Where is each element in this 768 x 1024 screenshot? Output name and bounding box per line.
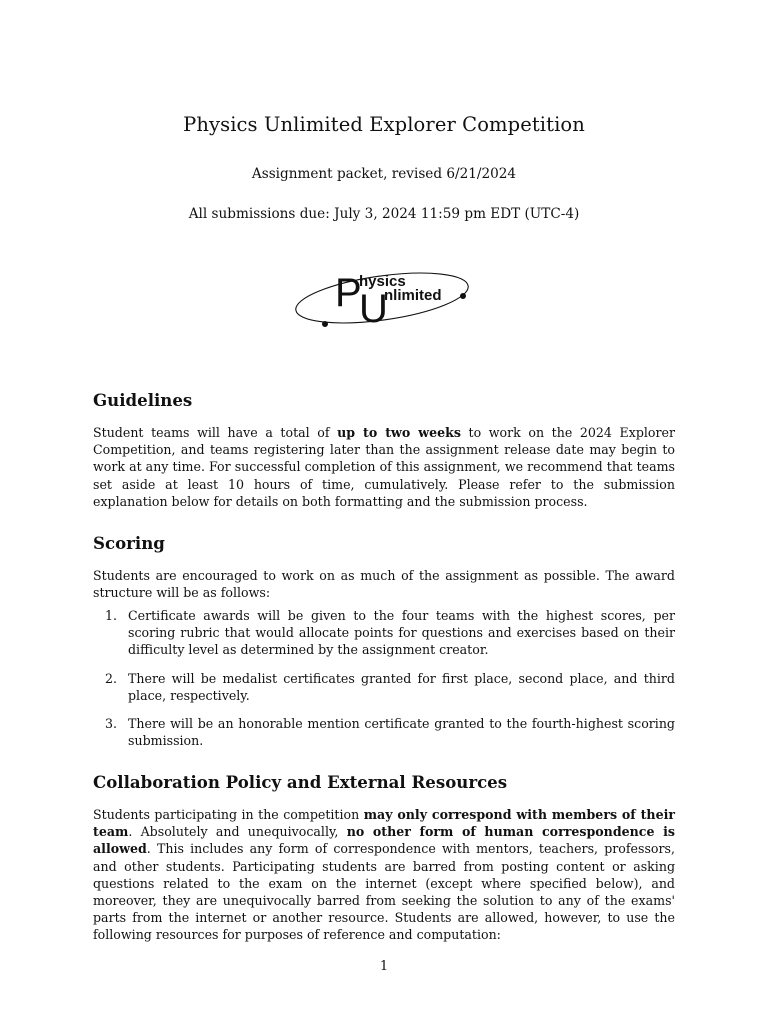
collab-text-1: Students participating in the competition	[93, 807, 364, 822]
logo-word-physics: hysics	[359, 273, 406, 290]
section-heading-scoring: Scoring	[93, 533, 165, 553]
list-item	[93, 670, 675, 704]
section-heading-collaboration: Collaboration Policy and External Resources	[93, 772, 508, 792]
scoring-intro: Students are encouraged to work on as much of the assignment as possible. The award structure will be as follows:	[93, 568, 675, 601]
page-number: 1	[379, 959, 389, 974]
physics-unlimited-logo	[292, 262, 477, 334]
list-item-number: 3.	[105, 716, 118, 732]
logo-letter-p: P	[335, 271, 362, 315]
document-title: Physics Unlimited Explorer Competition	[183, 113, 585, 136]
collab-text-3: . This includes any form of correspondence with mentors, teachers, professors, and other students. Participating students are barred from posting content or asking questions related to the exam on the internet (except where specified below), and moreover, they are unequivocally barred from seeking the solution to any of the exams' parts from the internet or another resource. Students are allowed, however, to use the following resources for purposes of reference and computation:	[93, 841, 675, 943]
logo-word-unlimited: nlimited	[384, 287, 442, 304]
list-item-text: There will be medalist certificates granted for first place, second place, and third place, respectively.	[128, 670, 675, 703]
list-item	[93, 715, 675, 749]
list-item-text: Certificate awards will be given to the four teams with the highest scores, per scoring rubric that would allocate points for questions and exercises based on their difficulty level as determined by the assignment creator.	[128, 608, 675, 658]
collab-emphasis-2: no other form of human correspondence is allowed	[93, 824, 675, 857]
list-item-text: There will be an honorable mention certificate granted to the fourth-highest scoring submission.	[128, 716, 675, 749]
list-item-number: 2.	[105, 670, 118, 686]
list-item-number: 1.	[105, 608, 118, 623]
collab-text-2: . Absolutely and unequivocally,	[128, 824, 347, 840]
guidelines-paragraph	[93, 424, 675, 510]
guidelines-emphasis: up to two weeks	[337, 425, 461, 440]
award-list	[93, 607, 675, 760]
collaboration-paragraph	[93, 806, 675, 944]
guidelines-text-1: Student teams will have a total of	[93, 425, 338, 440]
logo-orbit-dot-left	[322, 321, 328, 327]
logo-letter-u: U	[359, 287, 388, 331]
section-heading-guidelines: Guidelines	[93, 390, 193, 410]
revision-note: Assignment packet, revised 6/21/2024	[251, 166, 517, 182]
guidelines-text-2: to work on the 2024 Explorer Competition, and teams registering later than the assignment release date may begin to work at any time. For successful completion of this assignment, we recommend that teams set aside at least 10 hours of time, cumulatively. Please refer to the submission explanation below for details on both formatting and the submission process.	[93, 425, 675, 509]
list-item	[93, 607, 675, 659]
logo-orbit-dot-right	[460, 293, 466, 299]
collab-emphasis-1: may only correspond with members of their team	[93, 807, 675, 840]
due-date: All submissions due: July 3, 2024 11:59 pm EDT (UTC-4)	[188, 206, 580, 222]
